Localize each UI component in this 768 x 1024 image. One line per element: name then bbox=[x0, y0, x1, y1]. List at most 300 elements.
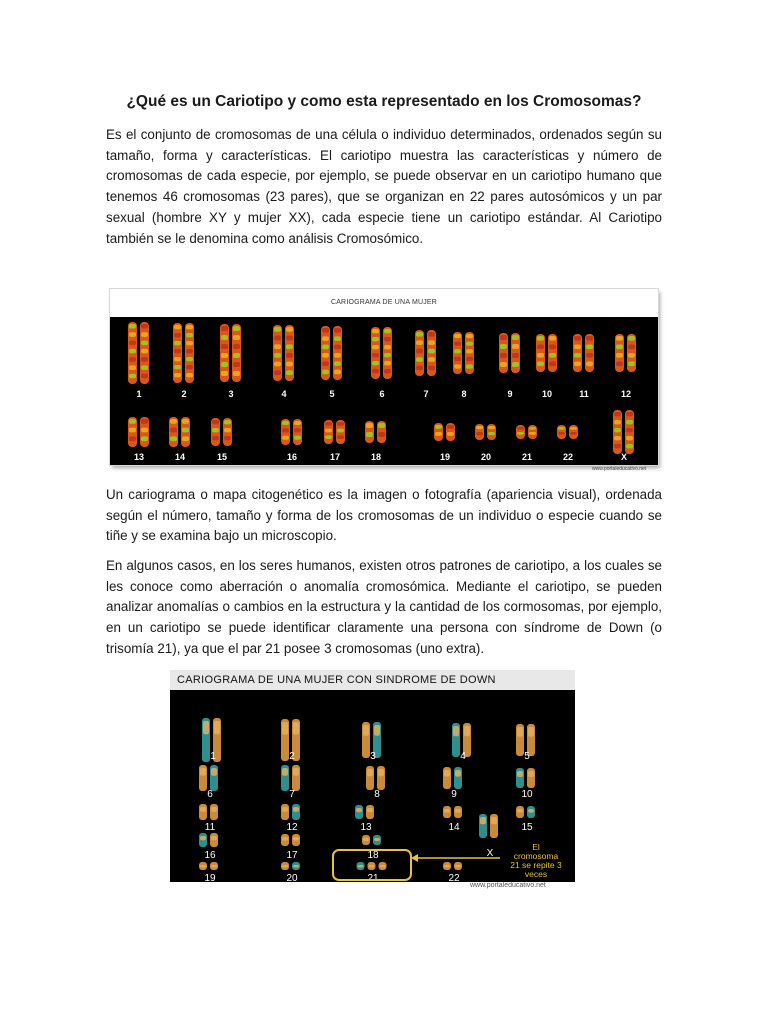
chromosome-band bbox=[476, 432, 483, 435]
chromosome-pair-20 bbox=[475, 424, 496, 440]
chromosome-label: X bbox=[620, 452, 628, 462]
chromosome-band bbox=[170, 428, 177, 433]
chromosome-band bbox=[358, 865, 364, 867]
chromosome-label: 11 bbox=[204, 822, 216, 833]
chromosome-band bbox=[512, 353, 519, 358]
chromosome-label: 9 bbox=[451, 789, 457, 800]
chromosome-band bbox=[528, 771, 534, 777]
chromosome-band bbox=[616, 336, 623, 341]
chromosome-band bbox=[372, 329, 379, 333]
chromosome-band bbox=[366, 432, 373, 437]
chromosome-band bbox=[616, 345, 623, 350]
chromosome-label: 10 bbox=[541, 389, 553, 399]
chromosome-band bbox=[626, 420, 633, 424]
chromosome-band bbox=[614, 436, 621, 440]
chromosome-band bbox=[286, 353, 293, 358]
karyogram-down-figure bbox=[170, 670, 575, 882]
chromosome-arm bbox=[292, 804, 300, 820]
chromosome-band bbox=[182, 419, 189, 424]
chromosome-band bbox=[416, 349, 423, 354]
chromosome-band bbox=[626, 412, 633, 416]
chromosome-band bbox=[293, 768, 299, 776]
chromosome-pair-22 bbox=[443, 862, 462, 870]
chromosome-pair-1 bbox=[128, 322, 149, 384]
chromosome-band bbox=[454, 364, 461, 368]
chromosome-label: 22 bbox=[562, 452, 574, 462]
chromosome-pair-10 bbox=[516, 768, 535, 788]
chromosome-pair-7 bbox=[281, 765, 300, 791]
chromosome-band bbox=[293, 865, 299, 867]
chromosome-pair-6 bbox=[199, 765, 218, 791]
chromosome-pair-X bbox=[479, 814, 498, 838]
chromosome-band bbox=[334, 370, 341, 375]
chromosome-band bbox=[537, 362, 544, 367]
chromosome-band bbox=[466, 364, 473, 368]
chromosome-band bbox=[455, 809, 461, 813]
chromosome-band bbox=[129, 428, 136, 433]
chromosome-band bbox=[444, 865, 450, 867]
chromosome-band bbox=[286, 362, 293, 367]
chromosome-pair-12 bbox=[615, 334, 636, 372]
chromosome-band bbox=[141, 357, 148, 362]
chromosome-band bbox=[628, 362, 635, 367]
chromosome-band bbox=[186, 373, 193, 377]
chromosome-band bbox=[570, 427, 577, 430]
chromosome-label: 12 bbox=[286, 822, 298, 833]
chromosome-band bbox=[211, 807, 217, 812]
chromosome-label: 7 bbox=[423, 389, 429, 399]
chromosome-band bbox=[174, 325, 181, 329]
chromosome-pair-7 bbox=[415, 330, 436, 376]
chromosome-band bbox=[586, 362, 593, 367]
chromosome-label: 11 bbox=[579, 389, 589, 399]
chromosome-band bbox=[372, 353, 379, 357]
chromosome-band bbox=[428, 340, 435, 345]
chromosome-pair-12 bbox=[281, 804, 300, 820]
chromosome-band bbox=[337, 429, 344, 433]
chromosome-band bbox=[200, 807, 206, 812]
chromosome-band bbox=[528, 727, 534, 737]
chromosome-band bbox=[129, 357, 136, 362]
chromosome-band bbox=[500, 344, 507, 349]
chromosome-pair-8 bbox=[453, 332, 474, 374]
chromosome-band bbox=[488, 432, 495, 435]
chromosome-band bbox=[586, 345, 593, 350]
chromosome-label: 17 bbox=[329, 452, 341, 462]
chromosome-band bbox=[221, 326, 228, 331]
chromosome-label: 5 bbox=[329, 389, 335, 399]
chromosome-band bbox=[455, 865, 461, 867]
chromosome-band bbox=[221, 335, 228, 340]
chromosome-pair-13 bbox=[355, 805, 374, 819]
karyogram-woman-chromosomes bbox=[110, 317, 658, 465]
chromosome-band bbox=[512, 335, 519, 340]
chromosome-label: 4 bbox=[281, 389, 287, 399]
chromosome-band bbox=[129, 436, 136, 441]
chromosome-band bbox=[334, 353, 341, 358]
karyogram-down-chromosomes bbox=[170, 690, 575, 882]
annotation-text: 21 se repite 3 bbox=[510, 860, 562, 870]
chromosome-band bbox=[200, 865, 206, 867]
chromosome-band bbox=[416, 332, 423, 337]
chromosome-band bbox=[528, 809, 534, 813]
chromosome-band bbox=[221, 362, 228, 367]
chromosome-band bbox=[322, 370, 329, 375]
chromosome-band bbox=[141, 428, 148, 433]
chromosome-band bbox=[616, 353, 623, 358]
chromosome-pair-18 bbox=[362, 835, 381, 845]
chromosome-pair-14 bbox=[169, 417, 190, 447]
chromosome-band bbox=[454, 334, 461, 338]
chromosome-band bbox=[517, 727, 523, 737]
chromosome-band bbox=[186, 333, 193, 337]
page-title: ¿Qué es un Cariotipo y como esta representado en los Cromosomas? bbox=[126, 93, 642, 110]
chromosome-label: 13 bbox=[133, 452, 145, 462]
chromosome-band bbox=[200, 768, 206, 776]
chromosome-band bbox=[512, 344, 519, 349]
chromosome-pair-21 bbox=[516, 425, 537, 439]
chromosome-band bbox=[129, 341, 136, 346]
chromosome-band bbox=[233, 353, 240, 358]
chromosome-band bbox=[363, 725, 369, 736]
chromosome-band bbox=[274, 370, 281, 375]
chromosome-band bbox=[182, 436, 189, 441]
chromosome-band bbox=[129, 332, 136, 337]
chromosome-band bbox=[628, 345, 635, 350]
chromosome-band bbox=[453, 726, 459, 736]
chromosome-band bbox=[626, 428, 633, 432]
chromosome-band bbox=[372, 369, 379, 373]
chromosome-label: 9 bbox=[507, 389, 513, 399]
chromosome-pair-16 bbox=[281, 419, 302, 445]
intro-paragraph: Es el conjunto de cromosomas de una célula o individuo determinados, ordenados según su tamaño, forma y características. El cariotipo muestra las características y número de cromosomas de cada especie, por ejemplo, se puede observar en un cariotipo humano que tenemos 46 cromosomas (23 pares), que se organizan en 22 pares autosómicos y un par sexual (hombre XY y mujer XX), cada especie tiene un cariotipo estándar. Al Cariotipo también se le denomina como análisis Cromosómico. bbox=[106, 127, 662, 246]
chromosome-band bbox=[293, 837, 299, 841]
chromosome-band bbox=[174, 365, 181, 369]
chromosome-label: 18 bbox=[370, 452, 382, 462]
chromosome-band bbox=[558, 432, 565, 435]
chromosome-band bbox=[221, 353, 228, 358]
chromosome-band bbox=[628, 353, 635, 358]
chromosome-band bbox=[325, 429, 332, 433]
chromosome-band bbox=[170, 436, 177, 441]
chromosome-pair-19 bbox=[199, 862, 218, 870]
chromosome-band bbox=[367, 808, 373, 812]
chromosome-band bbox=[212, 436, 219, 440]
chromosome-band bbox=[170, 419, 177, 424]
chromosome-band bbox=[529, 427, 536, 430]
chromosome-band bbox=[334, 336, 341, 341]
chromosome-band bbox=[428, 357, 435, 362]
chromosome-band bbox=[416, 357, 423, 362]
karyogram-woman-figure bbox=[110, 289, 658, 465]
chromosome-band bbox=[384, 361, 391, 365]
chromosome-band bbox=[322, 336, 329, 341]
chromosome-pair-15 bbox=[211, 418, 232, 446]
chromosome-band bbox=[325, 435, 332, 439]
chromosome-band bbox=[325, 422, 332, 426]
chromosome-band bbox=[384, 353, 391, 357]
chromosome-band bbox=[274, 353, 281, 358]
chromosome-pair-15 bbox=[516, 806, 535, 818]
chromosome-band bbox=[372, 345, 379, 349]
chromosome-band bbox=[476, 426, 483, 429]
chromosome-pair-3 bbox=[220, 324, 241, 382]
chromosome-band bbox=[574, 362, 581, 367]
chromosome-band bbox=[294, 428, 301, 432]
chromosome-pair-21 bbox=[357, 862, 387, 870]
chromosome-band bbox=[129, 324, 136, 329]
chromosome-band bbox=[233, 371, 240, 376]
chromosome-label: 2 bbox=[289, 751, 295, 762]
chromosome-band bbox=[286, 336, 293, 341]
chromosome-band bbox=[282, 865, 288, 867]
chromosome-band bbox=[586, 353, 593, 358]
chromosome-pair-17 bbox=[281, 834, 300, 846]
chromosome-band bbox=[182, 428, 189, 433]
chromosome-pair-11 bbox=[573, 334, 594, 372]
chromosome-band bbox=[337, 422, 344, 426]
chromosome-band bbox=[334, 328, 341, 333]
chromosome-pair-5 bbox=[321, 326, 342, 380]
chromosome-arm bbox=[210, 804, 218, 820]
chromosome-band bbox=[286, 327, 293, 332]
chromosome-band bbox=[444, 770, 450, 777]
chromosome-band bbox=[558, 427, 565, 430]
chromosome-pair-4 bbox=[273, 325, 294, 381]
chromosome-band bbox=[141, 341, 148, 346]
chromosome-label: X bbox=[486, 848, 494, 859]
chromosome-label: 15 bbox=[521, 822, 533, 833]
chromosome-band bbox=[200, 836, 206, 840]
chromosome-band bbox=[614, 444, 621, 448]
chromosome-pair-18 bbox=[365, 421, 386, 443]
chromosome-label: 15 bbox=[216, 452, 228, 462]
chromosome-band bbox=[369, 865, 375, 867]
chromosome-band bbox=[491, 817, 497, 824]
chromosome-band bbox=[435, 425, 442, 429]
chromosome-band bbox=[293, 722, 299, 735]
chromosome-band bbox=[322, 361, 329, 366]
chromosome-band bbox=[174, 333, 181, 337]
chromosome-band bbox=[428, 332, 435, 337]
chromosome-label: 7 bbox=[289, 789, 295, 800]
karyogram-down-title: CARIOGRAMA DE UNA MUJER CON SINDROME DE DOWN bbox=[170, 670, 575, 690]
chromosome-pair-X bbox=[613, 410, 634, 454]
chromosome-band bbox=[334, 361, 341, 366]
chromosome-band bbox=[466, 334, 473, 338]
chromosome-pair-10 bbox=[536, 334, 557, 372]
chromosome-pair-8 bbox=[366, 766, 385, 790]
chromosome-band bbox=[294, 421, 301, 425]
chromosome-band bbox=[384, 369, 391, 373]
chromosome-pair-9 bbox=[499, 333, 520, 373]
chromosome-band bbox=[444, 809, 450, 813]
chromosome-band bbox=[293, 807, 299, 812]
chromosome-band bbox=[224, 436, 231, 440]
chromosome-band bbox=[384, 337, 391, 341]
chromosome-band bbox=[428, 366, 435, 371]
chromosome-pair-20 bbox=[281, 862, 300, 870]
chromosome-band bbox=[626, 436, 633, 440]
chromosome-band bbox=[129, 419, 136, 424]
chromosome-label: 4 bbox=[460, 751, 466, 762]
chromosome-band bbox=[366, 423, 373, 428]
chromosome-band bbox=[211, 768, 217, 776]
chromosome-band bbox=[186, 325, 193, 329]
chromosome-band bbox=[447, 432, 454, 436]
chromosome-label: 8 bbox=[461, 389, 467, 399]
chromosome-band bbox=[500, 362, 507, 367]
chromosome-band bbox=[141, 332, 148, 337]
chromosome-band bbox=[466, 349, 473, 353]
chromosome-band bbox=[574, 345, 581, 350]
chromosome-band bbox=[282, 768, 288, 776]
chromosome-label: 1 bbox=[136, 389, 142, 399]
chromosome-band bbox=[141, 349, 148, 354]
chromosome-band bbox=[384, 345, 391, 349]
chromosome-band bbox=[549, 345, 556, 350]
chromosome-band bbox=[174, 357, 181, 361]
chromosome-band bbox=[586, 336, 593, 341]
chromosome-label: 12 bbox=[620, 389, 632, 399]
chromosome-band bbox=[363, 838, 369, 841]
chromosome-band bbox=[203, 721, 209, 734]
chromosome-band bbox=[211, 836, 217, 840]
chromosome-label: 16 bbox=[286, 452, 298, 462]
chromosome-band bbox=[428, 349, 435, 354]
annotation-text: veces bbox=[524, 869, 548, 879]
chromosome-band bbox=[337, 435, 344, 439]
chromosome-band bbox=[614, 420, 621, 424]
chromosome-band bbox=[517, 809, 523, 813]
chromosome-band bbox=[233, 335, 240, 340]
chromosome-label: 19 bbox=[204, 873, 216, 882]
chromosome-label: 13 bbox=[360, 822, 372, 833]
chromosome-band bbox=[517, 432, 524, 435]
chromosome-pair-9 bbox=[443, 767, 462, 789]
chromosome-band bbox=[537, 353, 544, 358]
chromosome-band bbox=[141, 365, 148, 370]
chromosome-band bbox=[186, 357, 193, 361]
chromosome-band bbox=[141, 324, 148, 329]
chromosome-band bbox=[372, 361, 379, 365]
chromosome-band bbox=[233, 344, 240, 349]
chromosome-band bbox=[356, 808, 362, 812]
chromosome-band bbox=[274, 336, 281, 341]
chromosome-band bbox=[367, 769, 373, 776]
chromosome-band bbox=[626, 444, 633, 448]
chromosome-band bbox=[174, 373, 181, 377]
chromosome-band bbox=[322, 345, 329, 350]
chromosome-band bbox=[282, 807, 288, 812]
chromosome-pair-19 bbox=[434, 423, 455, 441]
chromosome-label: 1 bbox=[210, 751, 216, 762]
chromosome-band bbox=[233, 326, 240, 331]
chromosome-band bbox=[174, 341, 181, 345]
chromosome-band bbox=[549, 336, 556, 341]
chromosome-pair-2 bbox=[173, 323, 194, 383]
chromosome-band bbox=[322, 353, 329, 358]
chromosome-pair-16 bbox=[199, 833, 218, 847]
chromosome-band bbox=[380, 865, 386, 867]
chromosome-band bbox=[214, 721, 220, 734]
chromosome-band bbox=[224, 420, 231, 424]
chromosome-band bbox=[334, 345, 341, 350]
chromosome-band bbox=[212, 428, 219, 432]
karyogram-woman-title: CARIOGRAMA DE UNA MUJER bbox=[110, 289, 658, 317]
annotation-arrow-head bbox=[411, 854, 418, 862]
chromosome-label: 3 bbox=[370, 751, 376, 762]
chromosome-band bbox=[129, 365, 136, 370]
aberration-paragraph: En algunos casos, en los seres humanos, existen otros patrones de cariotipo, a los cuales se les conoce como aberración o anomalía cromosómica. Mediante el cariotipo, se pueden analizar anomalías o cambios en la estructura y la cantidad de los cormosomas, por ejemplo, en un cariotipo se puede identificar claramente una persona con síndrome de Down (o trisomía 21), ya que el par 21 posee 3 cromosomas (uno extra). bbox=[106, 558, 662, 656]
chromosome-band bbox=[282, 436, 289, 440]
chromosome-band bbox=[517, 771, 523, 777]
chromosome-band bbox=[480, 817, 486, 824]
chromosome-band bbox=[537, 336, 544, 341]
chromosome-band bbox=[500, 335, 507, 340]
chromosome-arm bbox=[281, 804, 289, 820]
chromosome-band bbox=[186, 349, 193, 353]
chromosome-pair-17 bbox=[324, 420, 345, 444]
chromosome-pair-13 bbox=[128, 417, 149, 447]
chromosome-band bbox=[378, 769, 384, 776]
chromosome-band bbox=[500, 353, 507, 358]
cariograma-paragraph: Un cariograma o mapa citogenético es la imagen o fotografía (apariencia visual), ordenada según el número, tamaño y forma de los cromosomas de un individuo o especie cuando se tiñe y se examina bajo un microscopio. bbox=[106, 487, 662, 544]
chromosome-label: 18 bbox=[367, 850, 379, 861]
chromosome-band bbox=[447, 425, 454, 429]
chromosome-band bbox=[141, 436, 148, 441]
chromosome-band bbox=[282, 722, 288, 735]
chromosome-label: 22 bbox=[448, 873, 460, 882]
chromosome-band bbox=[141, 419, 148, 424]
chromosome-band bbox=[435, 432, 442, 436]
chromosome-band bbox=[384, 329, 391, 333]
chromosome-band bbox=[537, 345, 544, 350]
chromosome-band bbox=[212, 420, 219, 424]
chromosome-band bbox=[322, 328, 329, 333]
chromosome-band bbox=[282, 428, 289, 432]
chromosome-band bbox=[464, 726, 470, 736]
chromosome-band bbox=[378, 423, 385, 428]
chromosome-band bbox=[274, 362, 281, 367]
chromosome-band bbox=[549, 353, 556, 358]
chromosome-band bbox=[294, 436, 301, 440]
chromosome-band bbox=[186, 365, 193, 369]
chromosome-label: 20 bbox=[480, 452, 492, 462]
chromosome-band bbox=[454, 342, 461, 346]
chromosome-label: 2 bbox=[181, 389, 187, 399]
chromosome-band bbox=[224, 428, 231, 432]
chromosome-label: 10 bbox=[521, 789, 533, 800]
chromosome-band bbox=[614, 412, 621, 416]
chromosome-band bbox=[512, 362, 519, 367]
chromosome-band bbox=[628, 336, 635, 341]
chromosome-label: 3 bbox=[228, 389, 234, 399]
chromosome-band bbox=[221, 371, 228, 376]
chromosome-band bbox=[529, 432, 536, 435]
chromosome-band bbox=[455, 770, 461, 777]
chromosome-band bbox=[374, 725, 380, 736]
chromosome-pair-14 bbox=[443, 806, 462, 818]
chromosome-arm bbox=[199, 804, 207, 820]
chromosome-band bbox=[174, 349, 181, 353]
chromosome-label: 5 bbox=[524, 751, 530, 762]
chromosome-label: 17 bbox=[286, 850, 298, 861]
figure1-credit: www.portaleducativo.net bbox=[592, 466, 647, 472]
chromosome-band bbox=[454, 349, 461, 353]
chromosome-band bbox=[616, 362, 623, 367]
chromosome-band bbox=[372, 337, 379, 341]
